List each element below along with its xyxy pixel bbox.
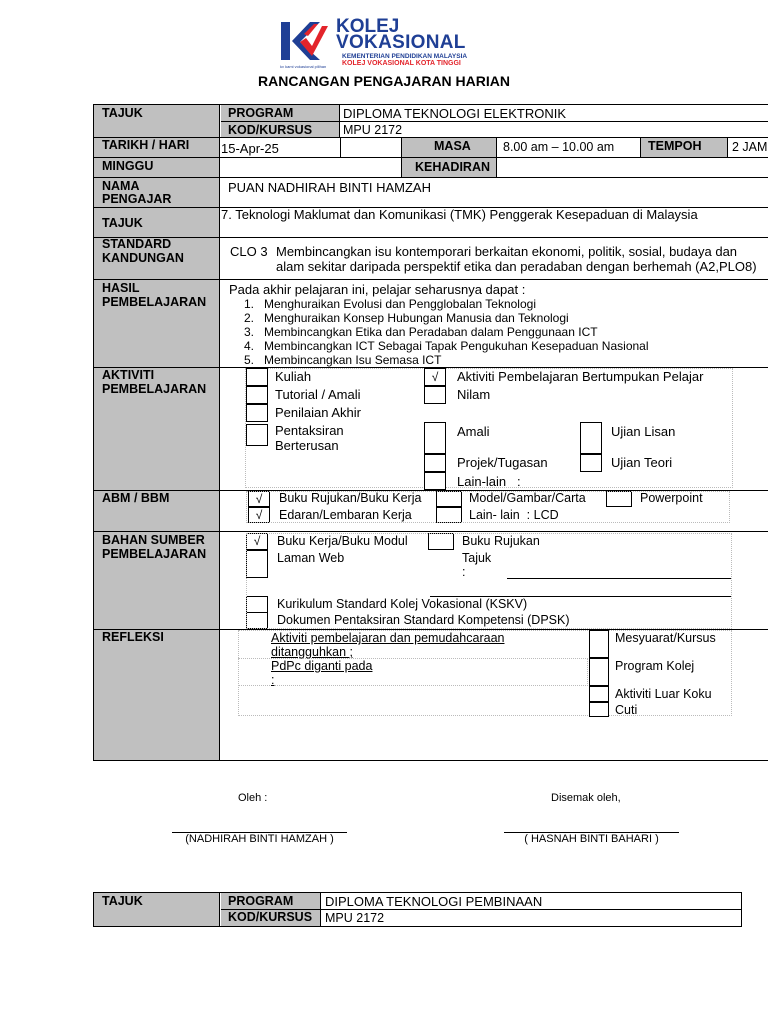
logo-line1: KOLEJ	[336, 16, 400, 37]
program-value: DIPLOMA TEKNOLOGI ELEKTRONIK	[343, 106, 566, 121]
list-item: 4. Membincangkan ICT Sebagai Tapak Pengukuhan Kesepaduan Nasional	[244, 339, 649, 353]
nilam-checkbox[interactable]	[424, 386, 446, 404]
buku-rujukan-label: Buku Rujukan/Buku Kerja	[279, 491, 422, 505]
penilaian-label: Penilaian Akhir	[275, 405, 361, 420]
next-label-program: PROGRAM	[228, 894, 294, 908]
college-logo	[280, 18, 490, 70]
refleksi-aktiviti-2: ditangguhkan ;	[271, 645, 354, 659]
tutorial-checkbox[interactable]	[246, 386, 268, 404]
kod-value: MPU 2172	[343, 123, 403, 137]
label-kehadiran: KEHADIRAN	[415, 160, 490, 174]
label-tempoh: TEMPOH	[648, 139, 702, 153]
abpp-label: Aktiviti Pembelajaran Bertumpukan Pelajar	[457, 369, 704, 384]
label-nama-2: PENGAJAR	[102, 192, 172, 206]
label-nama-1: NAMA	[102, 179, 140, 193]
refleksi-aktiviti-1: Aktiviti pembelajaran dan pemudahcaraan	[271, 631, 505, 645]
list-item: 1. Menghuraikan Evolusi dan Pengglobalan Teknologi	[244, 297, 536, 311]
buku-kerja-checkbox[interactable]: √	[246, 533, 268, 550]
signatory-1: (NADHIRAH BINTI HAMZAH )	[185, 833, 334, 845]
pentaksiran-checkbox[interactable]	[246, 424, 268, 446]
pentaksiran-label-2: Berterusan	[275, 438, 339, 453]
next-label-kod: KOD/KURSUS	[228, 910, 313, 924]
oleh-label: Oleh :	[238, 792, 268, 804]
tajuk-value: 7. Teknologi Maklumat dan Komunikasi (TMK) Penggerak Kesepaduan di Malaysia	[221, 207, 698, 222]
logo-tagline: kv kami vokasional pilihan	[280, 64, 327, 69]
abpp-checkbox[interactable]: √	[424, 368, 446, 386]
pentaksiran-label-1: Pentaksiran	[275, 423, 344, 438]
next-program-value: DIPLOMA TEKNOLOGI PEMBINAAN	[325, 894, 543, 909]
refleksi-pdpc-1: PdPc diganti pada	[271, 659, 373, 673]
aktiviti-luar-checkbox[interactable]	[589, 686, 609, 702]
kskv-label: Kurikulum Standard Kolej Vokasional (KSKV)	[277, 597, 528, 611]
kv-emblem-icon	[280, 20, 330, 64]
label-kod: KOD/KURSUS	[228, 123, 313, 137]
kuliah-label: Kuliah	[275, 369, 312, 384]
label-program: PROGRAM	[228, 106, 294, 120]
label-bahan-2: PEMBELAJARAN	[102, 547, 207, 561]
ujian-lisan-checkbox[interactable]	[580, 422, 602, 454]
cuti-checkbox[interactable]	[589, 702, 609, 717]
next-label-tajuk: TAJUK	[102, 894, 143, 908]
mesyuarat-checkbox[interactable]	[589, 630, 609, 658]
list-item: 3. Membincangkan Etika dan Peradaban dalam Penggunaan ICT	[244, 325, 598, 339]
list-item: 5. Membincangkan Isu Semasa ICT	[244, 353, 442, 367]
penilaian-checkbox[interactable]	[246, 404, 268, 422]
amali-label: Amali	[457, 424, 490, 439]
label-refleksi: REFLEKSI	[102, 630, 164, 644]
label-standard-2: KANDUNGAN	[102, 251, 184, 265]
standard-line-1: Membincangkan isu kontemporari berkaitan ekonomi, politik, sosial, budaya dan	[276, 244, 738, 259]
tutorial-label: Tutorial / Amali	[275, 387, 361, 402]
refleksi-pdpc-2: :	[271, 673, 275, 687]
label-tarikh: TARIKH / HARI	[102, 138, 190, 152]
buku-rujukan-checkbox[interactable]: √	[248, 491, 270, 507]
signatory-2: ( HASNAH BINTI BAHARI )	[524, 833, 659, 845]
lain-abm-label: Lain- lain : LCD	[469, 508, 559, 522]
label-aktiviti-1: AKTIVITI	[102, 368, 155, 382]
nilam-label: Nilam	[457, 387, 491, 402]
ujian-teori-checkbox[interactable]	[580, 454, 602, 472]
logo-ministry: KEMENTERIAN PENDIDIKAN MALAYSIA	[342, 53, 468, 60]
list-item: 2. Menghuraikan Konsep Hubungan Manusia dan Teknologi	[244, 311, 569, 325]
mesyuarat-label: Mesyuarat/Kursus	[615, 631, 716, 645]
label-tajuk: TAJUK	[102, 106, 143, 120]
dpsk-label: Dokumen Pentaksiran Standard Kompetensi (DPSK)	[277, 613, 570, 627]
hasil-intro: Pada akhir pelajaran ini, pelajar seharusnya dapat :	[229, 282, 526, 297]
tajuk-field-label: Tajuk	[462, 551, 492, 565]
lainlain-checkbox[interactable]	[424, 472, 446, 490]
edaran-label: Edaran/Lembaran Kerja	[279, 508, 412, 522]
model-label: Model/Gambar/Carta	[469, 491, 586, 505]
buku-kerja-label: Buku Kerja/Buku Modul	[277, 534, 408, 548]
page-title: RANCANGAN PENGAJARAN HARIAN	[257, 73, 510, 89]
buku-rujukan-2-label: Buku Rujukan	[462, 534, 540, 548]
label-aktiviti-2: PEMBELAJARAN	[102, 382, 207, 396]
label-hasil-2: PEMBELAJARAN	[102, 295, 207, 309]
lainlain-label: Lain-lain :	[457, 474, 521, 489]
cuti-label: Cuti	[615, 703, 638, 717]
projek-label: Projek/Tugasan	[457, 455, 548, 470]
disemak-label: Disemak oleh,	[551, 792, 621, 804]
edaran-checkbox[interactable]: √	[248, 507, 270, 523]
label-minggu: MINGGU	[102, 159, 154, 173]
hasil-list	[244, 297, 649, 367]
label-bahan-1: BAHAN SUMBER	[102, 533, 205, 547]
kuliah-checkbox[interactable]	[246, 368, 268, 386]
logo-line2: VOKASIONAL	[336, 32, 466, 53]
tarikh-value: 15-Apr-25	[221, 141, 279, 156]
powerpoint-label: Powerpoint	[640, 491, 703, 505]
label-hasil-1: HASIL	[102, 281, 140, 295]
amali-checkbox[interactable]	[424, 422, 446, 454]
label-standard-1: STANDARD	[102, 237, 172, 251]
next-kod-value: MPU 2172	[325, 911, 385, 925]
projek-checkbox[interactable]	[424, 454, 446, 472]
aktiviti-luar-label: Aktiviti Luar Koku	[615, 687, 712, 701]
logo-college: KOLEJ VOKASIONAL KOTA TINGGI	[342, 60, 461, 67]
nama-value: PUAN NADHIRAH BINTI HAMZAH	[228, 180, 431, 195]
label-masa: MASA	[434, 139, 471, 153]
ujian-lisan-label: Ujian Lisan	[611, 424, 676, 439]
label-abm: ABM / BBM	[102, 491, 170, 505]
tempoh-value: 2 JAM	[732, 140, 768, 154]
program-kolej-checkbox[interactable]	[589, 658, 609, 686]
program-kolej-label: Program Kolej	[615, 659, 695, 673]
tajuk-colon: :	[462, 565, 466, 579]
standard-line-2: alam sekitar daripada perspektif etika dan peradaban dengan berhemah (A2,PLO8)	[276, 259, 757, 274]
clo-label: CLO 3	[230, 244, 268, 259]
label-tajuk-2: TAJUK	[102, 216, 143, 230]
laman-web-label: Laman Web	[277, 551, 345, 565]
masa-value: 8.00 am – 10.00 am	[503, 140, 615, 154]
ujian-teori-label: Ujian Teori	[611, 455, 673, 470]
